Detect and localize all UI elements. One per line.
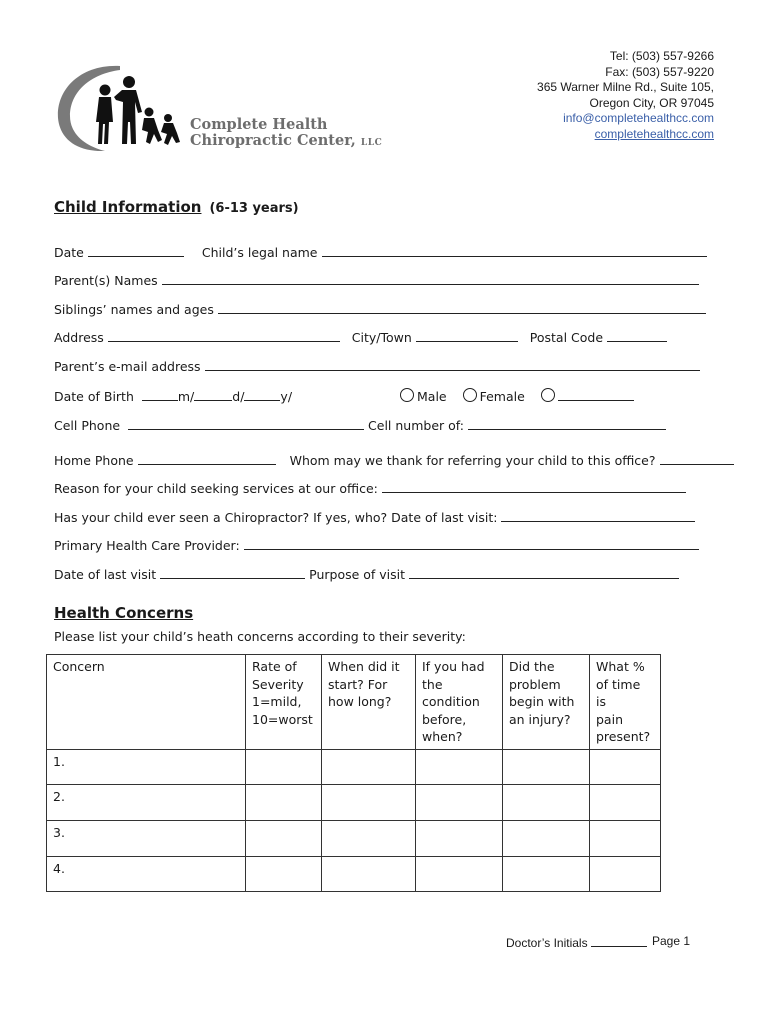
row-siblings — [54, 299, 706, 317]
doctor-initials — [506, 934, 647, 950]
other-radio[interactable] — [541, 388, 555, 402]
row-parents — [54, 270, 699, 288]
provider-label: Primary Health Care Provider: — [54, 538, 240, 553]
parents-field[interactable] — [162, 270, 699, 285]
chiropractor-label: Has your child ever seen a Chiropractor? If yes, who? Date of last visit: — [54, 510, 498, 525]
female-label: Female — [479, 389, 525, 404]
logo-text — [190, 117, 382, 151]
concern-cell[interactable]: 1. — [47, 749, 246, 784]
pain-cell[interactable] — [590, 749, 661, 784]
postal-field[interactable] — [607, 327, 667, 342]
reason-label: Reason for your child seeking services at our office: — [54, 481, 378, 496]
header-line: the — [422, 676, 443, 692]
before-cell[interactable] — [416, 749, 503, 784]
male-radio[interactable] — [400, 388, 414, 402]
other-gender-field[interactable] — [558, 386, 634, 401]
header-line: problem — [509, 676, 561, 692]
before-cell[interactable] — [416, 856, 503, 891]
row-address — [54, 327, 667, 345]
dob-month-field[interactable] — [142, 386, 178, 401]
cell-field[interactable] — [128, 415, 364, 430]
city-label: City/Town — [351, 330, 412, 345]
dob-day-field[interactable] — [194, 386, 232, 401]
start-cell[interactable] — [322, 749, 416, 784]
male-label: Male — [417, 389, 447, 404]
row-home-phone — [54, 450, 734, 468]
header-line: Did the — [509, 659, 555, 674]
child-info-title: Child Information — [54, 198, 202, 216]
header-before — [416, 655, 503, 750]
parent-email-field[interactable] — [205, 356, 700, 371]
dob-m: m/ — [177, 389, 195, 404]
header-line: when? — [422, 729, 463, 744]
injury-cell[interactable] — [503, 820, 590, 856]
siblings-field[interactable] — [218, 299, 706, 314]
injury-cell[interactable] — [503, 749, 590, 784]
address-label: Address — [54, 330, 104, 345]
header-start — [322, 655, 416, 750]
header-line: Severity — [252, 676, 304, 692]
concern-cell[interactable]: 3. — [47, 820, 246, 856]
city-field[interactable] — [416, 327, 518, 342]
header-line: condition — [422, 694, 480, 709]
address-line2: Oregon City, OR 97045 — [589, 95, 714, 110]
health-instructions: Please list your child’s heath concerns according to their severity: — [54, 629, 466, 644]
cell-of-field[interactable] — [468, 415, 666, 430]
section-title-child — [54, 198, 299, 216]
cell-label: Cell Phone — [54, 418, 121, 433]
tel: Tel: (503) 557-9266 — [609, 49, 714, 63]
home-phone-label: Home Phone — [54, 453, 134, 468]
initials-label: Doctor’s Initials — [506, 936, 588, 950]
purpose-field[interactable] — [409, 564, 679, 579]
header-pain — [590, 655, 661, 750]
concern-cell[interactable]: 4. — [47, 856, 246, 891]
header-line: 10=worst — [252, 711, 313, 727]
header-line: pain — [596, 711, 623, 727]
table-row — [47, 856, 661, 891]
row-chiropractor — [54, 507, 695, 525]
dob-label: Date of Birth — [54, 389, 134, 404]
fax: Fax: (503) 557-9220 — [605, 64, 714, 79]
header-line: start? For — [328, 676, 388, 692]
row-provider — [54, 535, 699, 553]
logo-line1: Complete Health — [190, 116, 328, 133]
provider-field[interactable] — [244, 535, 699, 550]
logo-line2: Chiropractic Center, — [190, 132, 356, 149]
severity-cell[interactable] — [246, 820, 322, 856]
dob-d: d/ — [232, 389, 245, 404]
row-last-visit — [54, 564, 679, 582]
siblings-label: Siblings’ names and ages — [54, 302, 214, 317]
health-concerns-table — [46, 654, 661, 892]
severity-cell[interactable] — [246, 856, 322, 891]
email-link[interactable]: info@completehealthcc.com — [563, 111, 714, 125]
header-line: Concern — [53, 659, 105, 674]
row-email — [54, 356, 700, 374]
header-line: how long? — [328, 694, 392, 709]
start-cell[interactable] — [322, 856, 416, 891]
row-cell — [54, 415, 666, 433]
reason-field[interactable] — [382, 478, 686, 493]
before-cell[interactable] — [416, 820, 503, 856]
chiropractor-field[interactable] — [501, 507, 695, 522]
start-cell[interactable] — [322, 784, 416, 820]
female-radio[interactable] — [463, 388, 477, 402]
parent-email-label: Parent’s e-mail address — [54, 359, 201, 374]
last-visit-field[interactable] — [160, 564, 305, 579]
date-label: Date — [54, 245, 84, 260]
contact-block — [537, 49, 714, 142]
table-row — [47, 749, 661, 784]
legal-name-label: Child’s legal name — [201, 245, 318, 260]
logo — [50, 60, 190, 155]
dob-y: y/ — [280, 389, 293, 404]
row-reason — [54, 478, 686, 496]
address-line1: 365 Warner Milne Rd., Suite 105, — [537, 80, 714, 94]
header-line: an injury? — [509, 711, 571, 727]
header-line: before, — [422, 711, 467, 727]
table-header-row — [47, 655, 661, 750]
last-visit-label: Date of last visit — [54, 567, 157, 582]
header-severity — [246, 655, 322, 750]
page-number: Page 1 — [652, 934, 691, 948]
initials-field[interactable] — [591, 934, 647, 947]
header-line: begin with — [509, 694, 575, 709]
header-line: 1=mild, — [252, 694, 302, 709]
cell-of-label: Cell number of: — [368, 418, 464, 433]
row-date-name — [54, 242, 707, 260]
severity-cell[interactable] — [246, 749, 322, 784]
referral-label: Whom may we thank for referring your child to this office? — [289, 453, 656, 468]
dob-year-field[interactable] — [244, 386, 280, 401]
header-line: When did it — [328, 659, 400, 674]
child-info-subtitle: (6-13 years) — [209, 201, 299, 216]
referral-field[interactable] — [660, 450, 734, 465]
row-dob-gender — [54, 386, 634, 404]
parents-label: Parent(s) Names — [54, 273, 158, 288]
date-field[interactable] — [88, 242, 184, 257]
header-line: present? — [596, 729, 651, 744]
table-row — [47, 784, 661, 820]
legal-name-field[interactable] — [322, 242, 707, 257]
section-title-health — [54, 604, 193, 622]
header-line: If you had — [422, 659, 485, 674]
injury-cell[interactable] — [503, 784, 590, 820]
header-line: Rate of — [252, 659, 297, 674]
logo-llc: LLC — [360, 138, 383, 148]
pain-cell[interactable] — [590, 856, 661, 891]
start-cell[interactable] — [322, 820, 416, 856]
injury-cell[interactable] — [503, 856, 590, 891]
home-phone-field[interactable] — [138, 450, 276, 465]
before-cell[interactable] — [416, 784, 503, 820]
health-title: Health Concerns — [54, 604, 194, 622]
table-row — [47, 820, 661, 856]
address-field[interactable] — [108, 327, 340, 342]
header-concern — [47, 655, 246, 750]
header-line: of time is — [596, 676, 641, 709]
header-injury — [503, 655, 590, 750]
website-link[interactable]: completehealthcc.com — [594, 126, 714, 141]
postal-label: Postal Code — [529, 330, 604, 345]
family-silhouette-logo-icon — [50, 60, 190, 155]
concern-cell[interactable]: 2. — [47, 784, 246, 820]
pain-cell[interactable] — [590, 820, 661, 856]
purpose-label: Purpose of visit — [309, 567, 406, 582]
header-line: What % — [596, 659, 645, 674]
pain-cell[interactable] — [590, 784, 661, 820]
severity-cell[interactable] — [246, 784, 322, 820]
